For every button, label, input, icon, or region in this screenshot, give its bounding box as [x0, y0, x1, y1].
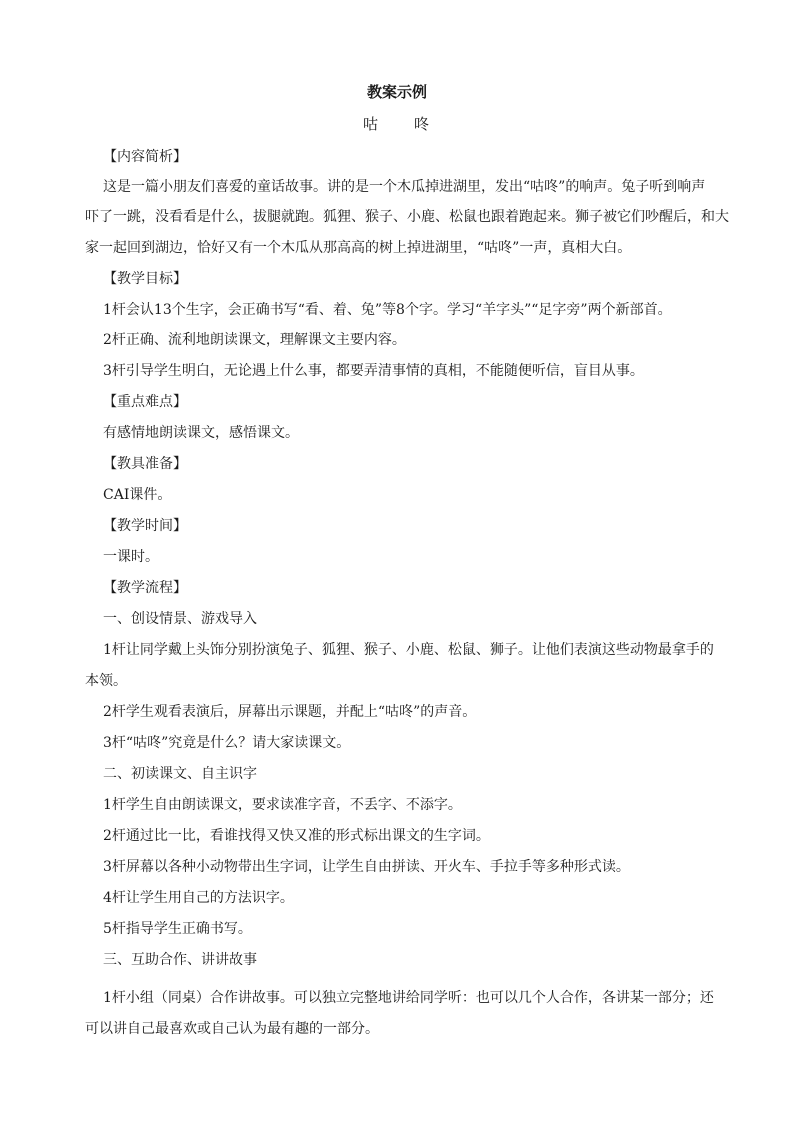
- list-item: 3杆屏幕以各种小动物带出生字词，让学生自由拼读、开火车、手拉手等多种形式读。: [103, 859, 630, 875]
- section-heading-materials: 【教具准备】: [103, 456, 187, 472]
- paragraph-line: 吓了一跳，没看看是什么，拔腿就跑。狐狸、猴子、小鹿、松鼠也跟着跑起来。狮子被它们吵醒后，和大: [85, 209, 729, 225]
- paragraph-line: 家一起回到湖边，恰好又有一个木瓜从那高高的树上掉进湖里，“咕咚”一声，真相大白。: [85, 240, 632, 256]
- subsection-heading: 三、互助合作、讲讲故事: [103, 952, 257, 968]
- list-item: 1杆小组（同桌）合作讲故事。可以独立完整地讲给同学听：也可以几个人合作，各讲某一部分；还: [103, 990, 714, 1006]
- section-heading-key-points: 【重点难点】: [103, 394, 187, 410]
- paragraph-line: CAI课件。: [103, 487, 172, 503]
- document-title: 教案示例: [366, 83, 427, 101]
- paragraph-line: 这是一篇小朋友们喜爱的童话故事。讲的是一个木瓜掉进湖里，发出“咕咚”的响声。兔子听到响声: [103, 179, 706, 195]
- paragraph-line: 有感情地朗读课文，感悟课文。: [103, 425, 299, 441]
- list-item: 3杆“咕咚”究竟是什么？请大家读课文。: [103, 735, 351, 751]
- subsection-heading: 一、创设情景、游戏导入: [103, 611, 257, 627]
- list-item: 1杆会认13个生字，会正确书写“看、着、兔”等8个字。学习“羊字头”“足字旁”两个新部首。: [103, 302, 672, 318]
- section-heading-teaching-process: 【教学流程】: [103, 580, 187, 596]
- list-item: 3杆引导学生明白，无论遇上什么事，都要弄清事情的真相，不能随便听信，盲目从事。: [103, 363, 644, 379]
- list-item: 5杆指导学生正确书写。: [103, 921, 252, 937]
- list-item: 2杆正确、流利地朗读课文，理解课文主要内容。: [103, 332, 406, 348]
- list-item: 1杆学生自由朗读课文，要求读准字音，不丢字、不添字。: [103, 797, 462, 813]
- subsection-heading: 二、初读课文、自主识字: [103, 766, 257, 782]
- section-heading-teaching-goals: 【教学目标】: [103, 271, 187, 287]
- list-item: 4杆让学生用自己的方法识字。: [103, 890, 294, 906]
- lesson-title: 咕 咚: [362, 115, 431, 133]
- paragraph-line: 一课时。: [103, 549, 159, 565]
- paragraph-line: 可以讲自己最喜欢或自己认为最有趣的一部分。: [85, 1021, 379, 1037]
- list-item: 1杆让同学戴上头饰分别扮演兔子、狐狸、猴子、小鹿、松鼠、狮子。让他们表演这些动物最拿手的: [103, 642, 714, 658]
- list-item: 2杆学生观看表演后，屏幕出示课题，并配上“咕咚”的声音。: [103, 704, 477, 720]
- section-heading-content-analysis: 【内容简析】: [103, 149, 187, 165]
- list-item: 2杆通过比一比，看谁找得又快又准的形式标出课文的生字词。: [103, 828, 490, 844]
- paragraph-line: 本领。: [85, 673, 127, 689]
- section-heading-teaching-time: 【教学时间】: [103, 518, 187, 534]
